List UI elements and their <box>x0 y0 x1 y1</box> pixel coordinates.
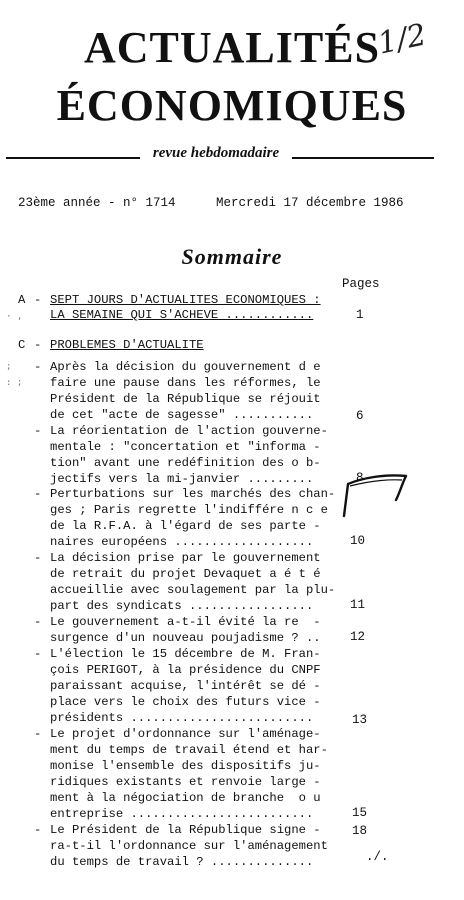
item-5-page: 12 <box>350 630 366 644</box>
item-7-line6: entreprise ......................... <box>50 807 314 821</box>
item-7-line3: monise l'ensemble des dispositifs ju- <box>50 759 321 773</box>
section-c-heading: PROBLEMES D'ACTUALITE <box>50 338 204 352</box>
item-6-line2: çois PERIGOT, à la présidence du CNPF <box>50 663 321 677</box>
item-4-line3: accueillie avec soulagement par la plu- <box>50 583 336 597</box>
item-7-line5: ment à la négociation de branche o u <box>50 791 321 805</box>
item-4-line1: La décision prise par le gouvernement <box>50 551 321 565</box>
item-dash: - <box>34 727 42 741</box>
margin-mark: · , <box>6 312 23 322</box>
section-a-letter: A <box>18 293 26 307</box>
item-6-line3: paraissant acquise, l'intérêt se dé - <box>50 679 321 693</box>
issue-date: Mercredi 17 décembre 1986 <box>216 196 404 210</box>
item-dash: - <box>34 551 42 565</box>
item-6-page: 13 <box>352 713 368 727</box>
item-8-line3: du temps de travail ? .............. <box>50 855 314 869</box>
handwritten-page-note: 1/2 <box>374 17 430 62</box>
item-dash: - <box>34 360 42 374</box>
item-3-line3: de la R.F.A. à l'égard de ses parte - <box>50 519 321 533</box>
item-dash: - <box>34 487 42 501</box>
item-dash: - <box>34 647 42 661</box>
item-dash: - <box>34 823 42 837</box>
item-4-line2: de retrait du projet Devaquet a é t é <box>50 567 321 581</box>
item-1-line4: de cet "acte de sagesse" ........... <box>50 408 314 422</box>
pages-column-label: Pages <box>342 277 380 291</box>
journal-title-line2: ÉCONOMIQUES <box>56 81 408 130</box>
section-c-dash: - <box>34 338 42 352</box>
item-7-line4: ridiques existants et renvoie large - <box>50 775 321 789</box>
item-2-line3: tion" avant une redéfinition des o b- <box>50 456 321 470</box>
item-dash: - <box>34 424 42 438</box>
continuation-mark: ./. <box>366 850 389 864</box>
margin-mark: : ; <box>6 378 23 388</box>
item-6-line4: place vers le choix des futurs vice - <box>50 695 321 709</box>
item-3-line4: naires européens ................... <box>50 535 314 549</box>
item-1-line1: Après la décision du gouvernement d e <box>50 360 321 374</box>
subtitle-rule-left <box>6 157 140 159</box>
section-c-letter: C <box>18 338 26 352</box>
item-7-line1: Le projet d'ordonnance sur l'aménage- <box>50 727 321 741</box>
journal-title-line1: ACTUALITÉS <box>83 23 381 72</box>
item-5-line1: Le gouvernement a-t-il évité la re - <box>50 615 321 629</box>
item-3-line2: ges ; Paris regrette l'indiffére n c e <box>50 503 328 517</box>
item-8-page: 18 <box>352 824 368 838</box>
item-3-page: 10 <box>350 534 366 548</box>
journal-subtitle: revue hebdomadaire <box>152 145 280 161</box>
margin-mark: ; <box>6 362 12 372</box>
item-2-line1: La réorientation de l'action gouverne- <box>50 424 328 438</box>
section-a-heading-line2: LA SEMAINE QUI S'ACHEVE ............ <box>50 308 314 322</box>
item-6-line1: L'élection le 15 décembre de M. Fran- <box>50 647 321 661</box>
issue-number: 23ème année - n° 1714 <box>18 196 176 210</box>
item-2-page: 8 <box>356 471 364 485</box>
item-1-page: 6 <box>356 409 364 423</box>
section-a-page: 1 <box>356 308 364 322</box>
section-a-heading-line1: SEPT JOURS D'ACTUALITES ECONOMIQUES : <box>50 293 321 307</box>
item-5-line2: surgence d'un nouveau poujadisme ? .. <box>50 631 321 645</box>
item-4-page: 11 <box>350 598 366 612</box>
item-4-line4: part des syndicats ................. <box>50 599 314 613</box>
item-8-line1: Le Président de la République signe - <box>50 823 321 837</box>
item-8-line2: ra-t-il l'ordonnance sur l'aménagement <box>50 839 328 853</box>
subtitle-rule-right <box>292 157 434 159</box>
section-a-dash: - <box>34 293 42 307</box>
item-dash: - <box>34 615 42 629</box>
item-7-line2: ment du temps de travail étend et har- <box>50 743 328 757</box>
item-3-line1: Perturbations sur les marchés des chan- <box>50 487 336 501</box>
item-2-line4: jectifs vers la mi-janvier ......... <box>50 472 314 486</box>
item-6-line5: présidents ......................... <box>50 711 314 725</box>
item-2-line2: mentale : "concertation et "informa - <box>50 440 321 454</box>
item-1-line2: faire une pause dans les réformes, le <box>50 376 321 390</box>
pen-scribble-mark <box>340 470 412 520</box>
item-7-page: 15 <box>352 806 368 820</box>
item-1-line3: Président de la République se réjouit <box>50 392 321 406</box>
summary-title: Sommaire <box>181 244 283 269</box>
